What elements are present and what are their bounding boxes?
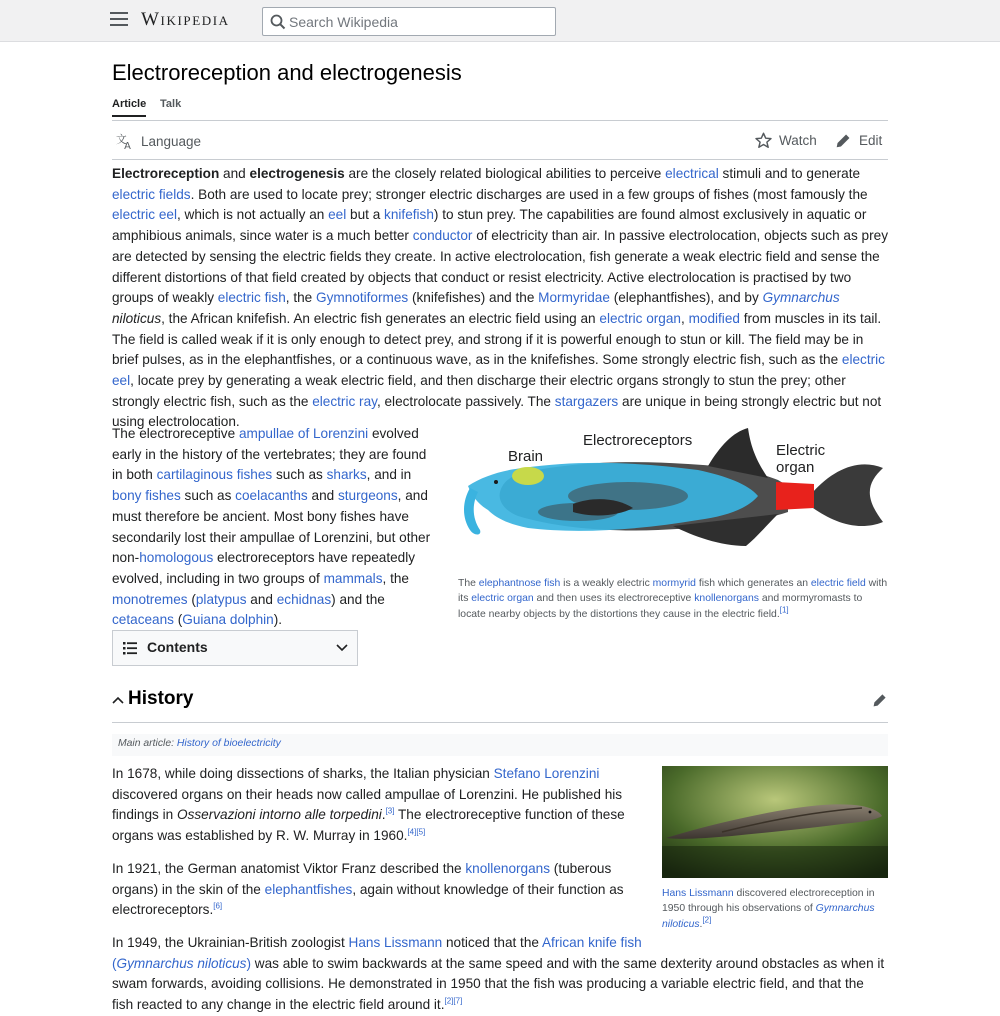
link-guiana-dolphin[interactable]: Guiana dolphin xyxy=(182,612,274,628)
ref-2[interactable]: [2] xyxy=(444,996,454,1006)
history-paragraph-3: In 1949, the Ukrainian-British zoologist Hans Lissmann noticed that the African knife fish (Gymnarchus niloticus) was able to swim backwards at the same speed and with the same dexterity around obstacles as when it swam forwards, avoiding collisions. He demonstrated in 1950 that the fish was producing a variable electric field, and that the fish reacted to any change in the electric field around it.[2][7] xyxy=(112,935,885,1013)
language-label: Language xyxy=(141,133,202,149)
watch-button[interactable] xyxy=(755,132,817,149)
main-menu-button[interactable] xyxy=(110,12,128,28)
link-sturgeons[interactable]: sturgeons xyxy=(337,488,398,504)
brain-region xyxy=(512,467,544,485)
photo-caption: Hans Lissmann discovered electroreception in 1950 through his observations of Gymnarchus niloticus.[2] xyxy=(662,888,875,930)
intro-paragraph: Electroreception and electrogenesis are the closely related biological abilities to perceive electrical stimuli and to generate electric fields. Both are used to locate prey; stronger electric discharges are used in a few groups of fishes (most famously the electric eel, which is not actually an eel but a knifefish) to stun prey. The capabilities are found almost exclusively in aquatic or amphibious animals, since water is a much better conductor of electricity than air. In passive electrolocation, objects such as prey are detected by sensing the electric fields they create. In active electrolocation, fish generate a weak electric field and sense the different distortions of that field created by objects that conduct or resist electricity. Active electrolocation is practised by two groups of weakly electric fish, the Gymnotiformes (knifefishes) and the Mormyridae (elephantfishes), and by Gymnarchus niloticus, the African knifefish. An electric fish generates an electric field using an electric organ, modified from muscles in its tail. The field is called weak if it is only enough to detect prey, and strong if it is powerful enough to stun or kill. The field may be in brief pulses, as in the elephantfishes, or a continuous wave, as in the knifefishes. Some strongly electric fish, such as the electric eel, locate prey by generating a weak electric field, and then discharge their electric organs strongly to stun the prey; other strongly electric fish, such as the electric ray, electrolocate passively. The stargazers are unique in being strongly electric but not using electrolocation. xyxy=(112,166,888,430)
page-title: Electroreception and electrogenesis xyxy=(112,60,462,85)
link-gymnotiformes[interactable]: Gymnotiformes xyxy=(316,290,409,306)
svg-text:A: A xyxy=(124,141,131,153)
link-elephantnose-fish[interactable]: elephantnose fish xyxy=(478,578,561,589)
tail-fin xyxy=(813,464,883,526)
list-icon xyxy=(123,642,137,655)
ref-2-cap[interactable]: [2] xyxy=(702,915,712,925)
contents-toggle[interactable] xyxy=(112,630,358,666)
wikipedia-wordmark[interactable]: Wikipedia xyxy=(141,9,230,30)
ref-6[interactable]: [6] xyxy=(213,901,223,911)
gymnarchus-figure xyxy=(662,766,888,932)
link-stefano-lorenzini[interactable]: Stefano Lorenzini xyxy=(493,766,600,781)
ref-4[interactable]: [4] xyxy=(407,827,417,837)
link-knifefish[interactable]: knifefish xyxy=(384,207,434,223)
figure-caption: The elephantnose fish is a weakly electric mormyrid fish which generates an electric field with its electric organ and then uses its electroreceptive knollenorgans and mormyromasts to locate nearby objects by the distortions they cause in the electric field.[1] xyxy=(458,578,888,620)
link-electric-eel-2[interactable]: electric eel xyxy=(112,352,885,389)
history-heading: History xyxy=(128,688,194,709)
ref-7[interactable]: [7] xyxy=(453,996,463,1006)
ref-5[interactable]: [5] xyxy=(416,827,426,837)
link-modified[interactable]: modified xyxy=(688,310,740,326)
contents-label: Contents xyxy=(147,639,208,655)
link-gymnarchus[interactable]: Gymnarchus xyxy=(762,290,840,306)
history-paragraph-1: In 1678, while doing dissections of sharks, the Italian physician Stefano Lorenzini discovered organs on their heads now called ampullae of Lorenzini. He published his findings in Osservazioni intorno alle torpedini.[3] The electroreceptive function of these organs was established by R. W. Murray in 1960.[4][5] xyxy=(112,766,625,844)
link-hans-lissmann-cap[interactable]: Hans Lissmann xyxy=(662,888,734,899)
translate-icon xyxy=(116,132,134,153)
edit-label: Edit xyxy=(859,133,883,148)
history-paragraph-2: In 1921, the German anatomist Viktor Franz described the knollenorgans (tuberous organs) in the skin of the elephantfishes, again without knowledge of their function as electroreceptors.[6] xyxy=(112,861,624,918)
link-mammals[interactable]: mammals xyxy=(323,570,383,586)
chevron-up-icon[interactable] xyxy=(112,696,124,704)
link-paren-open[interactable]: ( xyxy=(112,955,117,971)
elephantnose-figure xyxy=(458,424,888,622)
top-header xyxy=(0,0,1000,42)
section-edit-pencil-icon[interactable] xyxy=(872,692,888,708)
link-eel[interactable]: eel xyxy=(328,207,347,223)
second-paragraph-block xyxy=(112,424,438,631)
star-icon xyxy=(755,132,772,149)
link-conductor[interactable]: conductor xyxy=(412,228,473,244)
hamburger-icon xyxy=(110,12,128,14)
link-history-of-bioelectricity[interactable]: History of bioelectricity xyxy=(176,738,281,749)
link-african-knife-fish[interactable]: African knife fish xyxy=(541,935,642,950)
tab-article[interactable]: Article xyxy=(112,98,146,117)
page-toolbar xyxy=(112,125,888,160)
link-gymnarchus-niloticus[interactable]: Gymnarchus niloticus xyxy=(116,955,247,971)
link-electric-field[interactable]: electric field xyxy=(810,578,866,589)
chevron-down-icon xyxy=(336,644,348,652)
gymnarchus-photo[interactable] xyxy=(662,766,888,878)
search-box[interactable] xyxy=(262,7,556,36)
link-mormyridae[interactable]: Mormyridae xyxy=(538,290,610,306)
fish-eye xyxy=(494,480,498,484)
label-electroreceptors: Electroreceptors xyxy=(583,432,693,449)
link-cartilaginous-fishes[interactable]: cartilaginous fishes xyxy=(156,467,273,483)
label-electric-organ-2: organ xyxy=(776,459,815,476)
ref-1[interactable]: [1] xyxy=(779,605,789,615)
ref-3[interactable]: [3] xyxy=(385,806,395,816)
label-brain: Brain xyxy=(508,448,544,465)
watch-label: Watch xyxy=(779,133,817,148)
search-input[interactable] xyxy=(289,12,549,31)
edit-button[interactable] xyxy=(835,132,882,149)
link-gymnarchus-niloticus-cap[interactable]: Gymnarchus niloticus xyxy=(662,903,875,930)
link-electric-fields[interactable]: electric fields xyxy=(112,186,191,202)
link-stargazers[interactable]: stargazers xyxy=(554,393,619,409)
link-knollenorgans[interactable]: knollenorgans xyxy=(465,861,551,876)
link-electric-fish[interactable]: electric fish xyxy=(217,290,286,306)
language-button[interactable] xyxy=(116,132,202,153)
link-electric-eel[interactable]: electric eel xyxy=(112,207,177,223)
namespace-tabs xyxy=(112,98,888,121)
link-cetaceans[interactable]: cetaceans xyxy=(112,612,174,628)
main-article-hatnote: Main article: History of bioelectricity xyxy=(112,734,888,756)
link-echidnas[interactable]: echidnas xyxy=(276,591,332,607)
history-section-header xyxy=(112,686,888,723)
link-knollenorgans-cap[interactable]: knollenorgans xyxy=(694,593,759,605)
link-platypus[interactable]: platypus xyxy=(195,591,247,607)
elephantnose-fish-diagram[interactable] xyxy=(458,424,888,572)
svg-text:文: 文 xyxy=(116,132,127,146)
link-homologous[interactable]: homologous xyxy=(139,550,214,566)
search-icon xyxy=(270,14,286,30)
link-monotremes[interactable]: monotremes xyxy=(112,591,188,607)
link-sharks[interactable]: sharks xyxy=(326,467,367,483)
link-hans-lissmann[interactable]: Hans Lissmann xyxy=(348,935,443,950)
label-electric-organ-1: Electric xyxy=(776,442,826,459)
link-coelacanths[interactable]: coelacanths xyxy=(235,488,308,504)
link-paren-close[interactable]: ) xyxy=(246,955,252,971)
link-bony-fishes[interactable]: bony fishes xyxy=(112,488,181,504)
tab-talk[interactable]: Talk xyxy=(160,98,182,110)
link-elephantfishes[interactable]: elephantfishes xyxy=(264,881,353,897)
pencil-icon xyxy=(835,132,852,149)
link-electric-ray[interactable]: electric ray xyxy=(312,393,377,409)
link-electrical[interactable]: electrical xyxy=(665,166,719,181)
link-ampullae[interactable]: ampullae of Lorenzini xyxy=(238,426,369,441)
second-paragraph: The electroreceptive ampullae of Lorenzini evolved early in the history of the vertebrates; they are found in both cartilaginous fishes such as sharks, and in bony fishes such as coelacanths and sturgeons, and must therefore be ancient. Most bony fishes have secondarily lost their ampullae of Lorenzini, but other non-homologous electroreceptors have repeatedly evolved, including in two groups of mammals, the monotremes (platypus and echidnas) and the cetaceans (Guiana dolphin). xyxy=(112,426,431,628)
link-electric-organ[interactable]: electric organ xyxy=(599,310,681,326)
link-mormyrid[interactable]: mormyrid xyxy=(652,578,696,589)
link-electric-organ-cap[interactable]: electric organ xyxy=(471,593,534,605)
electric-organ-region xyxy=(776,482,814,510)
